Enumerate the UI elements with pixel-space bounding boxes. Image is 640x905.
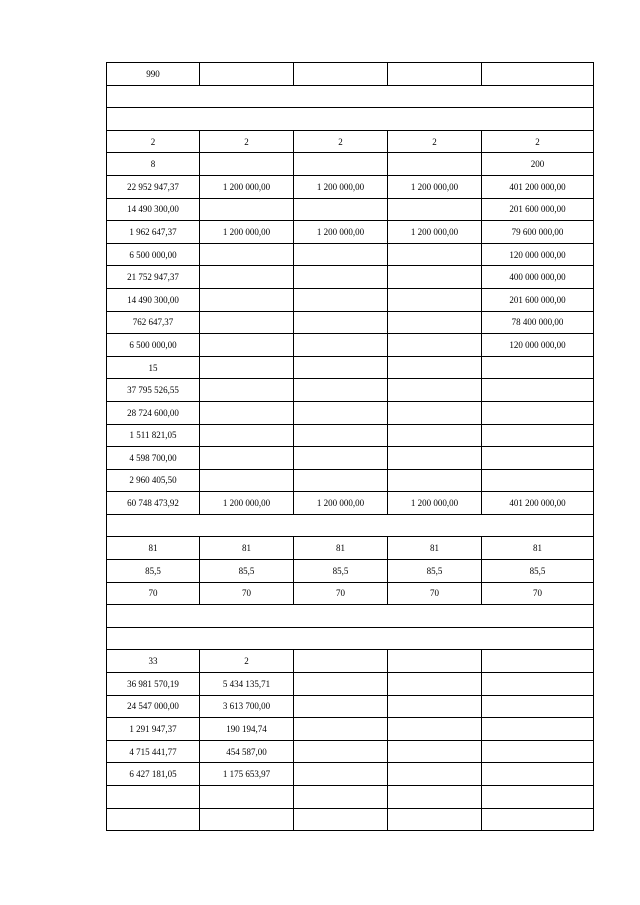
table-cell: 70	[200, 582, 294, 605]
table-row	[107, 695, 594, 718]
table-cell	[482, 695, 594, 718]
table-cell	[200, 63, 294, 86]
table-cell: 81	[200, 537, 294, 560]
table-cell	[200, 243, 294, 266]
table-cell: 1 200 000,00	[200, 175, 294, 198]
table-cell	[200, 379, 294, 402]
table-cell: 60 748 473,92	[107, 492, 200, 515]
table-cell	[294, 650, 388, 673]
table-cell: 2	[482, 130, 594, 153]
table-cell: 37 795 526,55	[107, 379, 200, 402]
table-cell: 1 200 000,00	[388, 492, 482, 515]
table-row	[107, 763, 594, 786]
table-spacer-row	[107, 514, 594, 537]
table-cell: 36 981 570,19	[107, 673, 200, 696]
table-row	[107, 288, 594, 311]
table-row	[107, 356, 594, 379]
table-cell	[482, 650, 594, 673]
table-cell	[388, 786, 482, 809]
table-cell	[482, 763, 594, 786]
table-cell: 120 000 000,00	[482, 243, 594, 266]
table-cell	[294, 288, 388, 311]
table-cell: 762 647,37	[107, 311, 200, 334]
table-cell: 200	[482, 153, 594, 176]
table-cell: 85,5	[388, 560, 482, 583]
table-cell: 22 952 947,37	[107, 175, 200, 198]
table-cell: 70	[482, 582, 594, 605]
table-cell	[388, 243, 482, 266]
table-cell	[294, 63, 388, 86]
table-row	[107, 537, 594, 560]
table-cell	[294, 740, 388, 763]
table-cell: 1 962 647,37	[107, 221, 200, 244]
table-cell: 81	[107, 537, 200, 560]
table-cell	[388, 695, 482, 718]
table-cell: 85,5	[482, 560, 594, 583]
table-row	[107, 130, 594, 153]
table-cell	[200, 356, 294, 379]
table-cell: 15	[107, 356, 200, 379]
table-cell	[482, 424, 594, 447]
table-cell	[388, 763, 482, 786]
table-cell: 6 427 181,05	[107, 763, 200, 786]
table-cell	[294, 266, 388, 289]
table-cell: 33	[107, 650, 200, 673]
table-cell: 1 200 000,00	[294, 175, 388, 198]
table-merged-cell	[107, 627, 594, 650]
table-cell: 14 490 300,00	[107, 198, 200, 221]
table-cell	[294, 334, 388, 357]
table-row	[107, 311, 594, 334]
table-cell: 85,5	[294, 560, 388, 583]
table-cell: 6 500 000,00	[107, 243, 200, 266]
table-cell	[200, 288, 294, 311]
table-cell	[294, 153, 388, 176]
table-cell	[482, 447, 594, 470]
table-cell: 1 291 947,37	[107, 718, 200, 741]
table-cell: 70	[388, 582, 482, 605]
table-cell	[388, 808, 482, 831]
table-cell	[388, 334, 482, 357]
table-cell	[482, 786, 594, 809]
table-cell	[388, 740, 482, 763]
table-cell	[294, 379, 388, 402]
table-cell	[482, 808, 594, 831]
table-cell	[200, 266, 294, 289]
table-cell	[388, 266, 482, 289]
table-cell: 85,5	[200, 560, 294, 583]
table-cell: 70	[107, 582, 200, 605]
table-cell: 4 598 700,00	[107, 447, 200, 470]
table-cell: 2	[388, 130, 482, 153]
table-row	[107, 560, 594, 583]
table-cell	[294, 401, 388, 424]
table-cell	[482, 401, 594, 424]
table-row	[107, 740, 594, 763]
table-cell	[200, 447, 294, 470]
table-cell	[388, 379, 482, 402]
table-row	[107, 63, 594, 86]
table-cell	[200, 401, 294, 424]
table-row	[107, 334, 594, 357]
table-cell	[107, 808, 200, 831]
table-cell: 120 000 000,00	[482, 334, 594, 357]
table-cell: 2	[200, 650, 294, 673]
table-row	[107, 469, 594, 492]
table-cell: 14 490 300,00	[107, 288, 200, 311]
table-cell: 1 200 000,00	[388, 221, 482, 244]
table-cell: 401 200 000,00	[482, 175, 594, 198]
table-row	[107, 650, 594, 673]
table-cell: 1 200 000,00	[200, 221, 294, 244]
table-cell: 990	[107, 63, 200, 86]
table-cell	[388, 63, 482, 86]
table-cell	[388, 288, 482, 311]
table-cell	[294, 356, 388, 379]
table-cell: 81	[482, 537, 594, 560]
table-merged-cell	[107, 85, 594, 108]
table-cell	[294, 311, 388, 334]
table-cell: 21 752 947,37	[107, 266, 200, 289]
table-cell: 190 194,74	[200, 718, 294, 741]
table-cell: 2 960 405,50	[107, 469, 200, 492]
table-cell: 2	[107, 130, 200, 153]
table-cell	[388, 673, 482, 696]
table-row	[107, 198, 594, 221]
table-row	[107, 582, 594, 605]
table-cell	[388, 424, 482, 447]
table-cell: 81	[388, 537, 482, 560]
table-cell: 78 400 000,00	[482, 311, 594, 334]
table-cell	[200, 198, 294, 221]
table-cell: 85,5	[107, 560, 200, 583]
table-cell	[200, 786, 294, 809]
table-cell: 28 724 600,00	[107, 401, 200, 424]
table-cell	[200, 334, 294, 357]
table-cell	[482, 740, 594, 763]
table-cell	[388, 311, 482, 334]
table-row	[107, 673, 594, 696]
table-cell	[294, 763, 388, 786]
table-cell	[294, 243, 388, 266]
table-cell	[482, 718, 594, 741]
table-cell	[388, 401, 482, 424]
table-row	[107, 786, 594, 809]
table-cell: 2	[294, 130, 388, 153]
table-cell: 1 200 000,00	[294, 221, 388, 244]
table-spacer-row	[107, 605, 594, 628]
table-row	[107, 175, 594, 198]
table-row	[107, 401, 594, 424]
table-row	[107, 243, 594, 266]
table-cell: 454 587,00	[200, 740, 294, 763]
table-cell	[200, 808, 294, 831]
data-table	[106, 62, 594, 831]
table-cell	[107, 786, 200, 809]
table-cell	[200, 424, 294, 447]
table-row	[107, 153, 594, 176]
table-cell: 8	[107, 153, 200, 176]
table-spacer-row	[107, 627, 594, 650]
table-cell	[388, 447, 482, 470]
table-cell	[482, 469, 594, 492]
table-cell: 400 000 000,00	[482, 266, 594, 289]
table-cell	[294, 424, 388, 447]
table-cell	[294, 695, 388, 718]
table-row	[107, 808, 594, 831]
table-cell	[482, 379, 594, 402]
table-cell	[388, 469, 482, 492]
table-body	[107, 63, 594, 831]
table-merged-cell	[107, 108, 594, 131]
table-cell	[200, 153, 294, 176]
table-cell: 24 547 000,00	[107, 695, 200, 718]
table-cell	[388, 650, 482, 673]
table-cell	[388, 198, 482, 221]
table-cell	[294, 447, 388, 470]
table-cell	[294, 786, 388, 809]
table-cell	[200, 311, 294, 334]
table-cell	[388, 356, 482, 379]
table-row	[107, 379, 594, 402]
table-row	[107, 492, 594, 515]
table-merged-cell	[107, 605, 594, 628]
table-cell	[388, 153, 482, 176]
table-cell: 1 200 000,00	[388, 175, 482, 198]
table-cell: 1 511 821,05	[107, 424, 200, 447]
table-cell: 2	[200, 130, 294, 153]
table-cell: 1 175 653,97	[200, 763, 294, 786]
table-cell: 3 613 700,00	[200, 695, 294, 718]
table-merged-cell	[107, 514, 594, 537]
table-cell	[294, 673, 388, 696]
table-row	[107, 221, 594, 244]
table-cell	[294, 469, 388, 492]
table-cell	[294, 808, 388, 831]
table-row	[107, 424, 594, 447]
table-cell	[294, 718, 388, 741]
table-cell	[294, 198, 388, 221]
table-row	[107, 718, 594, 741]
table-cell	[200, 469, 294, 492]
table-row	[107, 266, 594, 289]
table-cell: 4 715 441,77	[107, 740, 200, 763]
table-cell	[482, 673, 594, 696]
table-cell: 201 600 000,00	[482, 288, 594, 311]
table-cell: 401 200 000,00	[482, 492, 594, 515]
table-cell: 201 600 000,00	[482, 198, 594, 221]
table-row	[107, 447, 594, 470]
table-cell: 81	[294, 537, 388, 560]
table-spacer-row	[107, 85, 594, 108]
table-cell	[482, 63, 594, 86]
table-spacer-row	[107, 108, 594, 131]
table-cell: 5 434 135,71	[200, 673, 294, 696]
table-cell	[388, 718, 482, 741]
table-cell: 79 600 000,00	[482, 221, 594, 244]
table-cell	[482, 356, 594, 379]
table-cell: 70	[294, 582, 388, 605]
table-cell: 1 200 000,00	[294, 492, 388, 515]
table-cell: 6 500 000,00	[107, 334, 200, 357]
table-cell: 1 200 000,00	[200, 492, 294, 515]
